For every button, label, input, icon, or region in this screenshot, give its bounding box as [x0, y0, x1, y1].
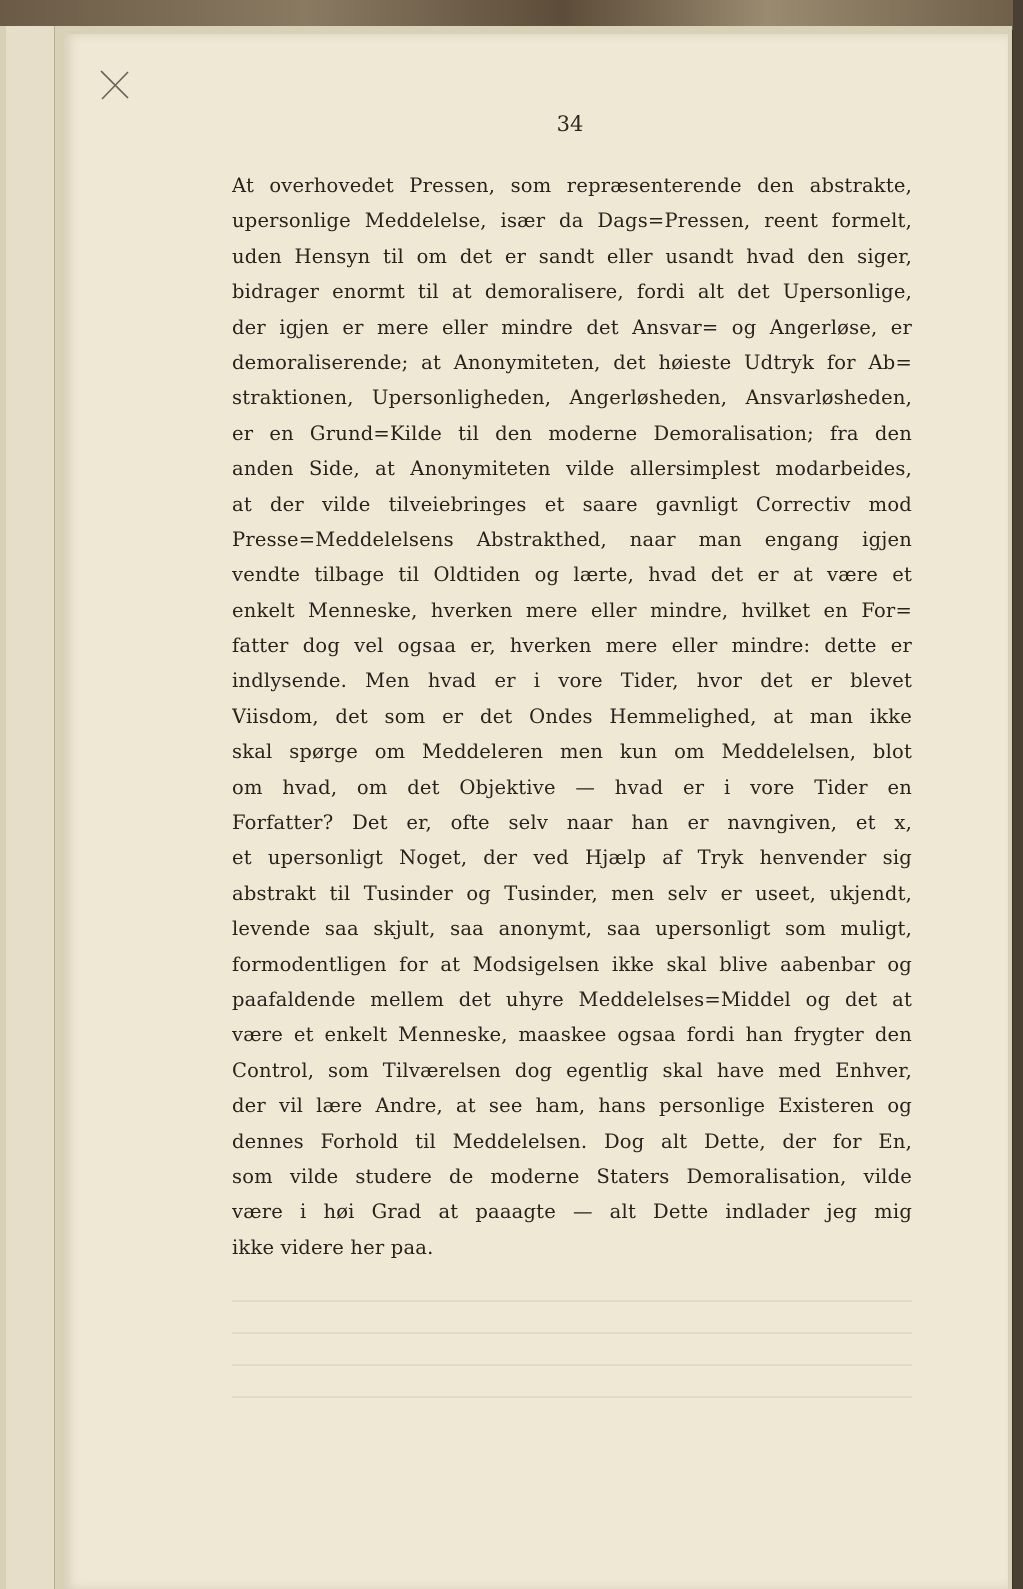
text-line: er en Grund=Kilde til den moderne Demoralisation; fra den — [232, 421, 912, 445]
text-line: At overhovedet Pressen, som repræsenterende den abstrakte, — [232, 174, 912, 197]
text-line: vendte tilbage til Oldtiden og lærte, hvad det er at være et — [232, 563, 912, 587]
text-line: bidrager enormt til at demoralisere, fordi alt det Upersonlige, — [232, 280, 912, 304]
text-line: et upersonligt Noget, der ved Hjælp af Tryk henvender sig — [232, 846, 912, 870]
text-line: Control, som Tilværelsen dog egentlig skal have med Enhver, — [232, 1058, 912, 1082]
text-line: Presse=Meddelelsens Abstrakthed, naar man engang igjen — [232, 527, 912, 551]
text-line: være i høi Grad at paaagte — alt Dette indlader jeg mig — [232, 1200, 912, 1224]
text-line: abstrakt til Tusinder og Tusinder, men selv er useet, ukjendt, — [232, 881, 912, 905]
bleed-through-text — [232, 1290, 912, 1400]
text-line: være et enkelt Menneske, maaskee ogsaa fordi han frygter den — [232, 1023, 912, 1047]
book-cover-edge-right — [1013, 0, 1023, 1589]
text-line: om hvad, om det Objektive — hvad er i vore Tider en — [232, 775, 912, 799]
page-number: 34 — [556, 112, 584, 136]
text-line: anden Side, at Anonymiteten vilde allersimplest modarbeides, — [232, 457, 912, 481]
text-line: fatter dog vel ogsaa er, hverken mere eller mindre: dette er — [232, 634, 912, 658]
text-line: skal spørge om Meddeleren men kun om Meddelelsen, blot — [232, 740, 912, 764]
text-line: der igjen er mere eller mindre det Ansvar= og Angerløse, er — [232, 315, 912, 339]
margin-mark-x — [98, 68, 132, 102]
text-line: paafaldende mellem det uhyre Meddelelses=Middel og det at — [232, 987, 912, 1011]
text-line: uden Hensyn til om det er sandt eller usandt hvad den siger, — [232, 244, 912, 268]
text-line: straktionen, Upersonligheden, Angerløsheden, Ansvarløsheden, — [232, 386, 912, 410]
text-line: dennes Forhold til Meddelelsen. Dog alt Dette, der for En, — [232, 1129, 912, 1153]
text-line: formodentligen for at Modsigelsen ikke skal blive aabenbar og — [232, 952, 912, 976]
page-edge — [6, 26, 29, 1589]
text-line: upersonlige Meddelelse, især da Dags=Pressen, reent formelt, — [232, 209, 912, 233]
text-line: enkelt Menneske, hverken mere eller mindre, hvilket en For= — [232, 598, 912, 622]
body-text — [232, 168, 912, 1265]
text-line: som vilde studere de moderne Staters Demoralisation, vilde — [232, 1164, 912, 1188]
text-line: indlysende. Men hvad er i vore Tider, hvor det er blevet — [232, 669, 912, 693]
text-line: Forfatter? Det er, ofte selv naar han er navngiven, et x, — [232, 811, 912, 835]
text-line: der vil lære Andre, at see ham, hans personlige Existeren og — [232, 1094, 912, 1118]
text-line: Viisdom, det som er det Ondes Hemmelighed, at man ikke — [232, 704, 912, 728]
page-edge — [42, 26, 55, 1589]
text-line: ikke videre her paa. — [232, 1235, 434, 1259]
text-line: at der vilde tilveiebringes et saare gavnligt Correctiv mod — [232, 492, 912, 516]
text-line: levende saa skjult, saa anonymt, saa upersonligt som muligt, — [232, 917, 912, 941]
page-edge — [28, 26, 43, 1589]
text-line: demoraliserende; at Anonymiteten, det høieste Udtryk for Ab= — [232, 350, 912, 374]
